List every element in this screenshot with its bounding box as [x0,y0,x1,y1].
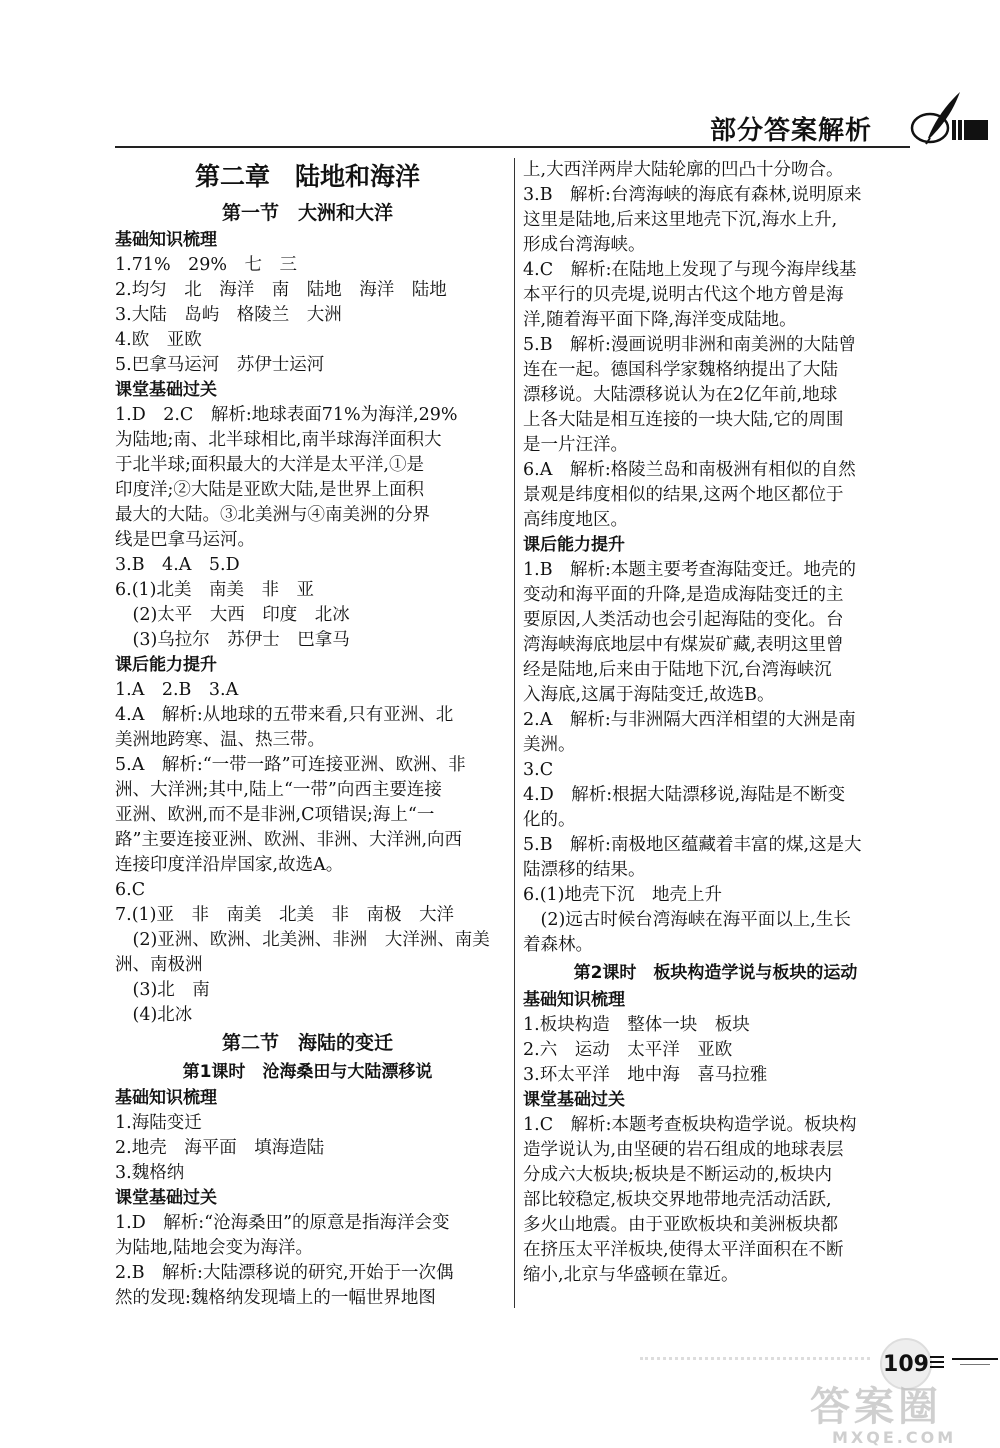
column-divider [514,158,515,1308]
page-number-lines-icon [930,1352,998,1376]
right-column [523,158,908,1288]
answer-line: 1.板块构造 整体一块 板块 [523,1015,750,1035]
answer-line: 最大的大陆。③北美洲与④南美洲的分界 [115,505,430,525]
page-header-title: 部分答案解析 [709,116,872,146]
answer-line: 5.B 解析:漫画说明非洲和南美洲的大陆曾 [523,335,856,355]
answer-line: 亚洲、欧洲,而不是非洲,C项错误;海上“一 [115,805,435,825]
answer-line: 3.环太平洋 地中海 喜马拉雅 [523,1065,768,1085]
answer-line: 洲、大洋洲;其中,陆上“一带”向西主要连接 [115,780,442,800]
answer-line: (2)太平 大西 印度 北冰 [115,605,350,625]
answer-line: 陆漂移的结果。 [523,860,646,880]
answer-line: 5.A 解析:“一带一路”可连接亚洲、欧洲、非 [115,755,466,775]
answer-line: 要原因,人类活动也会引起海陆的变化。台 [523,610,844,630]
answer-line: 1.D 解析:“沧海桑田”的原意是指海洋会变 [115,1213,450,1233]
answer-line: 6.A 解析:格陵兰岛和南极洲有相似的自然 [523,460,856,480]
chapter-title: 第二章 陆地和海洋 [194,162,420,191]
answer-line: 为陆地;南、北半球相比,南半球海洋面积大 [115,430,442,450]
answer-line: 本平行的贝壳堤,说明古代这个地方曾是海 [523,285,844,305]
lesson-title: 第1课时 沧海桑田与大陆漂移说 [182,1062,433,1082]
quill-pen-icon [908,88,988,152]
answer-line: 变动和海平面的升降,是造成海陆变迁的主 [523,585,844,605]
answer-line: 1.A 2.B 3.A [115,680,239,700]
answer-line: 1.C 解析:本题考查板块构造学说。板块构 [523,1115,857,1135]
lesson-title: 第2课时 板块构造学说与板块的运动 [573,963,858,983]
answer-line: 高纬度地区。 [523,510,628,530]
answer-line: 造学说认为,由坚硬的岩石组成的地球表层 [523,1140,844,1160]
answer-line: 然的发现:魏格纳发现墙上的一幅世界地图 [115,1288,436,1308]
answer-line: 2.六 运动 太平洋 亚欧 [523,1040,733,1060]
answer-line: 上各大陆是相互连接的一块大陆,它的周围 [523,410,844,430]
answer-line: 路”主要连接亚洲、欧洲、非洲、大洋洲,向西 [115,830,463,850]
answer-line: 入海底,这属于海陆变迁,故选B。 [523,685,775,705]
answer-line: 这里是陆地,后来这里地壳下沉,海水上升, [523,210,838,230]
watermark-url: MXQE.COM [832,1428,957,1447]
answer-line: 经是陆地,后来由于陆地下沉,台湾海峡沉 [523,660,832,680]
footer-dotted-rule [640,1357,870,1366]
answer-line: 于北半球;面积最大的大洋是太平洋,①是 [115,455,424,475]
answer-line: 6.(1)地壳下沉 地壳上升 [523,885,722,905]
answer-line: 湾海峡海底地层中有煤炭矿藏,表明这里曾 [523,635,844,655]
section-title: 第一节 大洲和大洋 [221,202,393,224]
answer-line: 洲、南极洲 [115,955,203,975]
answer-line: 缩小,北京与华盛顿在靠近。 [523,1265,739,1285]
answer-line: 美洲。 [523,735,576,755]
answer-line: 3.魏格纳 [115,1163,185,1183]
answer-line: 为陆地,陆地会变为海洋。 [115,1238,314,1258]
answer-line: 2.B 解析:大陆漂移说的研究,开始于一次偶 [115,1263,454,1283]
answer-line: 2.A 解析:与非洲隔大西洋相望的大洲是南 [523,710,856,730]
answer-line: 7.(1)亚 非 南美 北美 非 南极 大洋 [115,905,454,925]
header-rule [115,146,910,148]
answer-line: 3.B 解析:台湾海峡的海底有森林,说明原来 [523,185,862,205]
answer-line: 1.B 解析:本题主要考查海陆变迁。地壳的 [523,560,856,580]
answer-line: 着森林。 [523,935,593,955]
answer-line: (2)远古时候台湾海峡在海平面以上,生长 [523,910,851,930]
answer-line: 5.B 解析:南极地区蕴藏着丰富的煤,这是大 [523,835,862,855]
answer-line: 景观是纬度相似的结果,这两个地区都位于 [523,485,844,505]
page-number-badge [880,1338,932,1390]
watermark-text: 答案圈 [810,1384,942,1430]
subheading: 课后能力提升 [523,535,625,555]
answer-line: 4.C 解析:在陆地上发现了与现今海岸线基 [523,260,857,280]
subheading: 课堂基础过关 [115,1188,217,1208]
answer-line: (3)乌拉尔 苏伊士 巴拿马 [115,630,350,650]
answer-line: 多火山地震。由于亚欧板块和美洲板块都 [523,1215,838,1235]
answer-line: 化的。 [523,810,576,830]
answer-line: 在挤压太平洋板块,使得太平洋面积在不断 [523,1240,844,1260]
answer-line: 5.巴拿马运河 苏伊士运河 [115,355,325,375]
page-number: 109 [883,1351,929,1377]
answer-line: 3.C [523,760,554,780]
answer-line: 6.(1)北美 南美 非 亚 [115,580,314,600]
watermark-logo [810,1385,1000,1448]
answer-line: 2.均匀 北 海洋 南 陆地 海洋 陆地 [115,280,447,300]
answer-line: 4.A 解析:从地球的五带来看,只有亚洲、北 [115,705,454,725]
answer-line: 连接印度洋沿岸国家,故选A。 [115,855,344,875]
answer-line: (3)北 南 [115,980,210,1000]
answer-line: 洋,随着海平面下降,海洋变成陆地。 [523,310,797,330]
answer-line: 美洲地跨寒、温、热三带。 [115,730,325,750]
answer-line: 连在一起。德国科学家魏格纳提出了大陆 [523,360,838,380]
answer-line: 印度洋;②大陆是亚欧大陆,是世界上面积 [115,480,424,500]
answer-line: 1.D 2.C 解析:地球表面71%为海洋,29% [115,405,458,425]
subheading: 基础知识梳理 [115,230,217,250]
answer-line: 1.71% 29% 七 三 [115,255,297,275]
subheading: 课堂基础过关 [115,380,217,400]
subheading: 课后能力提升 [115,655,217,675]
answer-line: 2.地壳 海平面 填海造陆 [115,1138,325,1158]
answer-line: 部比较稳定,板块交界地带地壳活动活跃, [523,1190,832,1210]
answer-line: 4.欧 亚欧 [115,330,202,350]
subheading: 基础知识梳理 [523,990,625,1010]
answer-line: 6.C [115,880,146,900]
section-title: 第二节 海陆的变迁 [221,1032,393,1054]
subheading: 课堂基础过关 [523,1090,625,1110]
answer-line: 分成六大板块;板块是不断运动的,板块内 [523,1165,832,1185]
answer-line: 3.B 4.A 5.D [115,555,240,575]
answer-line: 4.D 解析:根据大陆漂移说,海陆是不断变 [523,785,846,805]
answer-line: 上,大西洋两岸大陆轮廓的凹凸十分吻合。 [523,160,844,180]
answer-line: 形成台湾海峡。 [523,235,646,255]
left-column [115,158,500,1311]
answer-line: 1.海陆变迁 [115,1113,202,1133]
answer-line: 线是巴拿马运河。 [115,530,255,550]
answer-line: 是一片汪洋。 [523,435,628,455]
answer-line: (2)亚洲、欧洲、北美洲、非洲 大洋洲、南美 [115,930,490,950]
answer-line: 漂移说。大陆漂移说认为在2亿年前,地球 [523,385,838,405]
answer-line: 3.大陆 岛屿 格陵兰 大洲 [115,305,342,325]
answer-line: (4)北冰 [115,1005,193,1025]
subheading: 基础知识梳理 [115,1088,217,1108]
